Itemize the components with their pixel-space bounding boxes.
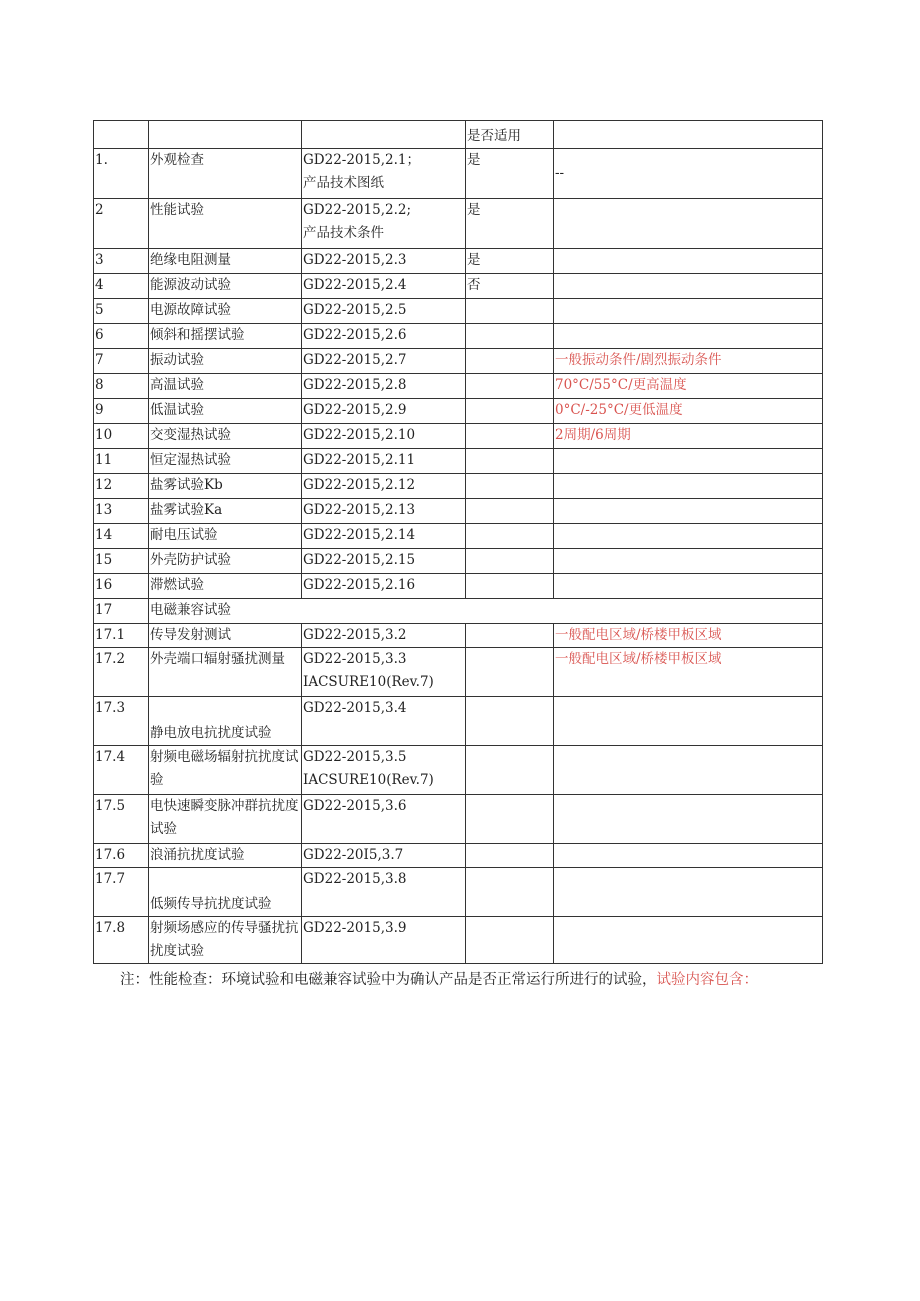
applicable-cell: 是 (466, 149, 554, 199)
note-cell (554, 499, 823, 524)
footnote (120, 968, 758, 989)
standard-line: GD22-2015,3.9 (303, 920, 407, 936)
standard-cell (302, 844, 466, 868)
applicable-cell (466, 399, 554, 424)
note-cell (554, 524, 823, 549)
section-title: 电磁兼容试验 (149, 599, 823, 624)
applicable-cell (466, 574, 554, 599)
item-number: 6 (94, 324, 149, 349)
applicable-cell (466, 795, 554, 844)
item-number: 9 (94, 399, 149, 424)
header-row (94, 121, 823, 149)
standard-cell (302, 399, 466, 424)
standard-cell (302, 199, 466, 249)
standard-line: GD22-2015,2.16 (303, 577, 416, 593)
standard-line: GD22-2015,2.9 (303, 402, 407, 418)
note-cell (554, 574, 823, 599)
item-number: 1. (94, 149, 149, 199)
standard-line: GD22-2015,2.2; (303, 202, 412, 218)
item-number: 3 (94, 249, 149, 274)
standard-line: GD22-2015,3.3 (303, 651, 407, 667)
item-name: 耐电压试验 (149, 524, 302, 549)
standard-line: GD22-2015,2.1； (303, 152, 420, 168)
applicable-cell (466, 746, 554, 795)
note-cell (554, 199, 823, 249)
header-cell-item (149, 121, 302, 149)
standard-line: GD22-2015,2.4 (303, 277, 407, 293)
table-row (94, 868, 823, 917)
applicable-cell (466, 624, 554, 648)
footnote-text: 注：性能检查：环境试验和电磁兼容试验中为确认产品是否正常运行所进行的试验， (120, 972, 657, 988)
note-cell (554, 474, 823, 499)
standard-line: 产品技术图纸 (303, 175, 384, 191)
applicable-cell (466, 697, 554, 746)
applicable-cell (466, 374, 554, 399)
standard-cell (302, 697, 466, 746)
note-cell (554, 274, 823, 299)
item-number: 14 (94, 524, 149, 549)
table-row (94, 349, 823, 374)
item-name: 外观检查 (149, 149, 302, 199)
item-name: 浪涌抗扰度试验 (149, 844, 302, 868)
table-row (94, 449, 823, 474)
standard-line: GD22-2015,2.5 (303, 302, 407, 318)
standard-line: GD22-2015,3.4 (303, 700, 407, 716)
item-name: 滞燃试验 (149, 574, 302, 599)
header-applicable: 是否适用 (466, 121, 554, 149)
table-row (94, 199, 823, 249)
note-cell (554, 249, 823, 274)
standard-cell (302, 868, 466, 917)
item-name: 高温试验 (149, 374, 302, 399)
table-row (94, 648, 823, 697)
applicable-cell (466, 449, 554, 474)
footnote-red-text: 试验内容包含： (656, 972, 758, 988)
note-cell (554, 746, 823, 795)
standard-cell (302, 574, 466, 599)
note-cell (554, 324, 823, 349)
item-name: 外壳防护试验 (149, 549, 302, 574)
note-cell (554, 795, 823, 844)
standard-cell (302, 274, 466, 299)
standard-line: GD22-2015,2.14 (303, 527, 416, 543)
item-number: 17.4 (94, 746, 149, 795)
item-name: 射频电磁场辐射抗扰度试验 (149, 746, 302, 795)
header-cell-note (554, 121, 823, 149)
item-name: 静电放电抗扰度试验 (149, 697, 302, 746)
table-row (94, 574, 823, 599)
standard-line: GD22-2015,3.5 (303, 749, 407, 765)
note-cell (554, 299, 823, 324)
standard-line: GD22-2015,3.6 (303, 798, 407, 814)
item-number: 15 (94, 549, 149, 574)
applicable-cell (466, 844, 554, 868)
standard-line: GD22-2015,2.11 (303, 452, 416, 468)
standard-cell (302, 449, 466, 474)
item-name: 外壳端口辐射骚扰测量 (149, 648, 302, 697)
item-name: 电源故障试验 (149, 299, 302, 324)
standard-line: GD22-20I5,3.7 (303, 847, 404, 863)
standard-line: IACSURE10(Rev.7) (303, 772, 434, 788)
standard-cell (302, 549, 466, 574)
standard-line: GD22-2015,2.3 (303, 252, 407, 268)
item-name: 交变湿热试验 (149, 424, 302, 449)
standard-cell (302, 917, 466, 964)
standard-line: GD22-2015,2.15 (303, 552, 416, 568)
table-row (94, 424, 823, 449)
applicable-cell: 是 (466, 199, 554, 249)
test-items-table (93, 120, 823, 964)
item-name: 性能试验 (149, 199, 302, 249)
standard-cell (302, 324, 466, 349)
standard-line: GD22-2015,2.8 (303, 377, 407, 393)
note-cell (554, 449, 823, 474)
table-row (94, 549, 823, 574)
applicable-cell (466, 499, 554, 524)
table-row (94, 399, 823, 424)
note-cell: 70°C/55°C/更高温度 (554, 374, 823, 399)
note-cell: -- (554, 149, 823, 199)
applicable-cell: 否 (466, 274, 554, 299)
table-row (94, 274, 823, 299)
applicable-cell (466, 349, 554, 374)
table-row (94, 844, 823, 868)
standard-cell (302, 499, 466, 524)
item-name: 低频传导抗扰度试验 (149, 868, 302, 917)
item-number: 11 (94, 449, 149, 474)
table-row (94, 374, 823, 399)
table-row (94, 499, 823, 524)
table-row (94, 746, 823, 795)
note-cell: 2周期/6周期 (554, 424, 823, 449)
header-cell-standard (302, 121, 466, 149)
item-name: 射频场感应的传导骚扰抗扰度试验 (149, 917, 302, 964)
standard-line: GD22-2015,2.13 (303, 502, 416, 518)
note-cell (554, 697, 823, 746)
standard-cell (302, 299, 466, 324)
item-number: 17.7 (94, 868, 149, 917)
table-row (94, 795, 823, 844)
item-number: 17.8 (94, 917, 149, 964)
applicable-cell (466, 474, 554, 499)
item-number: 2 (94, 199, 149, 249)
item-name: 振动试验 (149, 349, 302, 374)
standard-line: GD22-2015,2.7 (303, 352, 407, 368)
note-cell (554, 917, 823, 964)
standard-cell (302, 524, 466, 549)
item-number: 17.2 (94, 648, 149, 697)
applicable-cell (466, 324, 554, 349)
item-name: 低温试验 (149, 399, 302, 424)
note-cell: 一般配电区域/桥楼甲板区域 (554, 624, 823, 648)
item-number: 17.6 (94, 844, 149, 868)
standard-cell (302, 249, 466, 274)
note-cell: 0°C/-25°C/更低温度 (554, 399, 823, 424)
item-name: 恒定湿热试验 (149, 449, 302, 474)
applicable-cell (466, 868, 554, 917)
applicable-cell (466, 524, 554, 549)
standard-line: GD22-2015,2.12 (303, 477, 416, 493)
standard-cell (302, 374, 466, 399)
standard-cell (302, 424, 466, 449)
table-row (94, 697, 823, 746)
applicable-cell: 是 (466, 249, 554, 274)
standard-cell (302, 648, 466, 697)
item-name: 倾斜和摇摆试验 (149, 324, 302, 349)
item-name: 能源波动试验 (149, 274, 302, 299)
table-row (94, 474, 823, 499)
item-name: 传导发射测试 (149, 624, 302, 648)
header-cell-no (94, 121, 149, 149)
standard-line: GD22-2015,3.8 (303, 871, 407, 887)
standard-cell (302, 149, 466, 199)
note-cell (554, 549, 823, 574)
standard-line: IACSURE10(Rev.7) (303, 674, 434, 690)
standard-line: GD22-2015,3.2 (303, 627, 407, 643)
note-cell: 一般振动条件/剧烈振动条件 (554, 349, 823, 374)
standard-cell (302, 624, 466, 648)
item-number: 17 (94, 599, 149, 624)
table-row (94, 149, 823, 199)
standard-cell (302, 349, 466, 374)
item-number: 5 (94, 299, 149, 324)
item-name: 绝缘电阻测量 (149, 249, 302, 274)
table-row (94, 624, 823, 648)
item-name: 盐雾试验Ka (149, 499, 302, 524)
table-row (94, 524, 823, 549)
item-number: 8 (94, 374, 149, 399)
standard-line: GD22-2015,2.6 (303, 327, 407, 343)
item-number: 17.1 (94, 624, 149, 648)
standard-cell (302, 795, 466, 844)
note-cell (554, 868, 823, 917)
item-number: 13 (94, 499, 149, 524)
applicable-cell (466, 299, 554, 324)
item-name: 电快速瞬变脉冲群抗扰度试验 (149, 795, 302, 844)
item-number: 7 (94, 349, 149, 374)
item-number: 10 (94, 424, 149, 449)
item-number: 17.5 (94, 795, 149, 844)
item-number: 16 (94, 574, 149, 599)
table-row (94, 324, 823, 349)
note-cell: 一般配电区域/桥楼甲板区域 (554, 648, 823, 697)
item-number: 12 (94, 474, 149, 499)
section-row (94, 599, 823, 624)
table-row (94, 249, 823, 274)
note-cell (554, 844, 823, 868)
table-row (94, 299, 823, 324)
table-row (94, 917, 823, 964)
applicable-cell (466, 549, 554, 574)
table-body (94, 121, 823, 964)
item-name: 盐雾试验Kb (149, 474, 302, 499)
standard-cell (302, 746, 466, 795)
item-number: 17.3 (94, 697, 149, 746)
standard-line: 产品技术条件 (303, 225, 384, 241)
item-number: 4 (94, 274, 149, 299)
applicable-cell (466, 917, 554, 964)
applicable-cell (466, 648, 554, 697)
applicable-cell (466, 424, 554, 449)
standard-line: GD22-2015,2.10 (303, 427, 416, 443)
standard-cell (302, 474, 466, 499)
